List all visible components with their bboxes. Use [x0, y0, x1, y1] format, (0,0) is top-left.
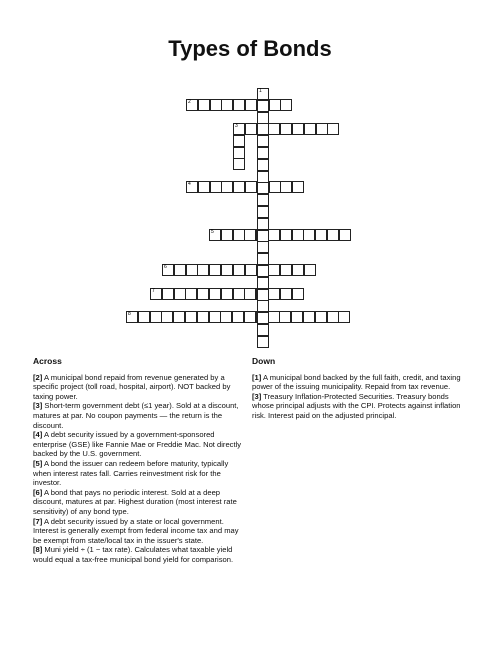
grid-cell[interactable]	[126, 311, 138, 323]
grid-cell[interactable]	[257, 324, 269, 336]
grid-cell[interactable]	[198, 99, 210, 111]
grid-cell[interactable]	[257, 171, 269, 183]
grid-cell[interactable]	[339, 229, 351, 241]
grid-cell[interactable]	[233, 288, 245, 300]
grid-cell[interactable]	[233, 158, 245, 170]
grid-cell[interactable]	[197, 311, 209, 323]
clue-text: A municipal bond repaid from revenue generated by a specific project (toll road, hospital, airport). NOT backed by taxing power.	[33, 372, 231, 401]
grid-cell[interactable]	[233, 123, 245, 135]
grid-cell[interactable]	[162, 264, 174, 276]
clue-text: A bond the issuer can redeem before maturity, typically when interest rates fall. Carries reinvestment risk for the investor.	[33, 458, 229, 488]
cell-number: 8	[128, 311, 131, 317]
clue-number: [3]	[252, 391, 262, 401]
grid-cell[interactable]	[304, 123, 316, 135]
grid-cell[interactable]	[220, 311, 232, 323]
cell-number: 2	[188, 99, 191, 105]
grid-cell[interactable]	[257, 147, 269, 159]
clue-text: Muni yield ÷ (1 − tax rate). Calculates what taxable yield would equal a tax-free municipal bond yield for comparison.	[33, 545, 234, 564]
grid-cell[interactable]	[268, 229, 280, 241]
grid-cell[interactable]	[221, 288, 233, 300]
clue-text: A municipal bond backed by the full faith, credit, and taxing power of the issuing municipality. Repaid from tax revenue.	[252, 372, 461, 392]
grid-cell[interactable]	[174, 264, 186, 276]
cell-number: 6	[164, 264, 167, 270]
grid-cell[interactable]	[174, 288, 186, 300]
grid-cell[interactable]	[269, 181, 281, 193]
clue-number: [2]	[33, 372, 43, 382]
grid-cell[interactable]	[221, 229, 233, 241]
grid-cell[interactable]	[280, 229, 292, 241]
grid-cell[interactable]	[292, 288, 304, 300]
grid-cell[interactable]	[257, 194, 269, 206]
grid-cell[interactable]	[173, 311, 185, 323]
grid-cell[interactable]	[257, 312, 269, 324]
grid-cell[interactable]	[268, 264, 280, 276]
grid-cell[interactable]	[257, 265, 269, 277]
grid-cell[interactable]	[257, 135, 269, 147]
grid-cell[interactable]	[257, 230, 269, 242]
grid-cell[interactable]	[257, 112, 269, 124]
grid-cell[interactable]	[257, 206, 269, 218]
clue-item	[33, 488, 248, 517]
grid-cell[interactable]	[257, 241, 269, 253]
grid-cell[interactable]	[280, 99, 292, 111]
grid-cell[interactable]	[257, 123, 269, 135]
grid-cell[interactable]	[315, 311, 327, 323]
grid-cell[interactable]	[209, 311, 221, 323]
grid-cell[interactable]	[233, 264, 245, 276]
grid-cell[interactable]	[257, 218, 269, 230]
clue-item	[33, 459, 248, 488]
grid-cell[interactable]	[185, 288, 197, 300]
grid-cell[interactable]	[150, 311, 162, 323]
grid-cell[interactable]	[221, 181, 233, 193]
clue-text: A debt security issued by a government-sponsored enterprise (GSE) like Fannie Mae or Freddie Mac. Not directly backed by the U.S. government.	[33, 430, 242, 459]
grid-cell[interactable]	[316, 123, 328, 135]
clue-text: Short-term government debt (≤1 year). Sold at a discount, matures at par. No coupon payments — the return is the discount.	[33, 401, 239, 430]
grid-cell[interactable]	[292, 123, 304, 135]
grid-cell[interactable]	[244, 288, 256, 300]
grid-cell[interactable]	[279, 311, 291, 323]
grid-cell[interactable]	[327, 311, 339, 323]
grid-cell[interactable]	[245, 264, 257, 276]
clue-text: Treasury Inflation-Protected Securities. Treasury bonds whose principal adjusts with the CPI. Protects against inflation risk. Interest paid on the adjusted principal.	[252, 391, 461, 420]
grid-cell[interactable]	[257, 253, 269, 265]
cell-number: 1	[259, 88, 262, 94]
cell-number: 5	[211, 229, 214, 235]
clue-item	[33, 517, 248, 546]
grid-cell[interactable]	[186, 99, 198, 111]
clue-item	[33, 373, 248, 402]
grid-cell[interactable]	[257, 159, 269, 171]
grid-cell[interactable]	[138, 311, 150, 323]
clue-number: [4]	[33, 430, 43, 440]
clue-text: A bond that pays no periodic interest. Sold at a deep discount, matures at par. Highest duration (most interest rate sensitivity) of any bond type.	[33, 487, 237, 516]
across-clues	[33, 357, 248, 564]
down-clues	[252, 357, 467, 421]
clue-item	[33, 545, 248, 564]
grid-cell[interactable]	[292, 229, 304, 241]
grid-cell[interactable]	[197, 264, 209, 276]
grid-cell[interactable]	[245, 99, 257, 111]
grid-cell[interactable]	[245, 181, 257, 193]
cell-number: 4	[188, 181, 191, 187]
grid-cell[interactable]	[257, 336, 269, 348]
grid-cell[interactable]	[303, 311, 315, 323]
grid-cell[interactable]	[292, 264, 304, 276]
page-title: Types of Bonds	[168, 36, 332, 61]
grid-cell[interactable]	[338, 311, 350, 323]
grid-cell[interactable]	[257, 289, 269, 301]
clue-item	[252, 392, 467, 421]
grid-cell[interactable]	[268, 311, 280, 323]
grid-cell[interactable]	[210, 99, 222, 111]
grid-cell[interactable]	[245, 123, 257, 135]
cell-number: 7	[152, 288, 155, 294]
grid-cell[interactable]	[186, 264, 198, 276]
grid-cell[interactable]	[291, 311, 303, 323]
grid-cell[interactable]	[269, 99, 281, 111]
grid-cell[interactable]	[197, 288, 209, 300]
grid-cell[interactable]	[186, 181, 198, 193]
clue-number: [6]	[33, 487, 43, 497]
grid-cell[interactable]	[268, 123, 280, 135]
grid-cell[interactable]	[280, 181, 292, 193]
clue-item	[33, 430, 248, 459]
grid-cell[interactable]	[292, 181, 304, 193]
grid-cell[interactable]	[233, 147, 245, 159]
grid-cell[interactable]	[162, 288, 174, 300]
grid-cell[interactable]	[244, 311, 256, 323]
grid-cell[interactable]	[257, 300, 269, 312]
grid-cell[interactable]	[257, 88, 269, 100]
clue-item	[33, 401, 248, 430]
grid-cell[interactable]	[233, 135, 245, 147]
grid-cell[interactable]	[198, 181, 210, 193]
grid-cell[interactable]	[327, 123, 339, 135]
grid-cell[interactable]	[209, 264, 221, 276]
clue-number: [5]	[33, 458, 43, 468]
grid-cell[interactable]	[257, 277, 269, 289]
grid-cell[interactable]	[280, 288, 292, 300]
grid-cell[interactable]	[233, 229, 245, 241]
grid-cell[interactable]	[280, 264, 292, 276]
grid-cell[interactable]	[327, 229, 339, 241]
clue-text: A debt security issued by a state or local government. Interest is generally exempt from federal income tax and may be exempt from state/local tax in the issuer's state.	[33, 516, 239, 545]
grid-cell[interactable]	[257, 100, 269, 112]
grid-cell[interactable]	[232, 311, 244, 323]
clue-number: [7]	[33, 516, 43, 526]
grid-cell[interactable]	[233, 99, 245, 111]
grid-cell[interactable]	[210, 181, 222, 193]
across-heading: Across	[33, 356, 62, 366]
cell-number: 3	[235, 123, 238, 129]
grid-cell[interactable]	[257, 182, 269, 194]
grid-cell[interactable]	[150, 288, 162, 300]
grid-cell[interactable]	[244, 229, 256, 241]
grid-cell[interactable]	[221, 264, 233, 276]
grid-cell[interactable]	[221, 99, 233, 111]
grid-cell[interactable]	[304, 264, 316, 276]
clue-number: [1]	[252, 372, 262, 382]
grid-cell[interactable]	[280, 123, 292, 135]
grid-cell[interactable]	[185, 311, 197, 323]
down-heading: Down	[252, 356, 276, 366]
grid-cell[interactable]	[209, 229, 221, 241]
clue-number: [3]	[33, 401, 43, 411]
grid-cell[interactable]	[268, 288, 280, 300]
grid-cell[interactable]	[233, 181, 245, 193]
clue-item	[252, 373, 467, 392]
grid-cell[interactable]	[303, 229, 315, 241]
grid-cell[interactable]	[315, 229, 327, 241]
grid-cell[interactable]	[161, 311, 173, 323]
clue-number: [8]	[33, 545, 43, 555]
grid-cell[interactable]	[209, 288, 221, 300]
